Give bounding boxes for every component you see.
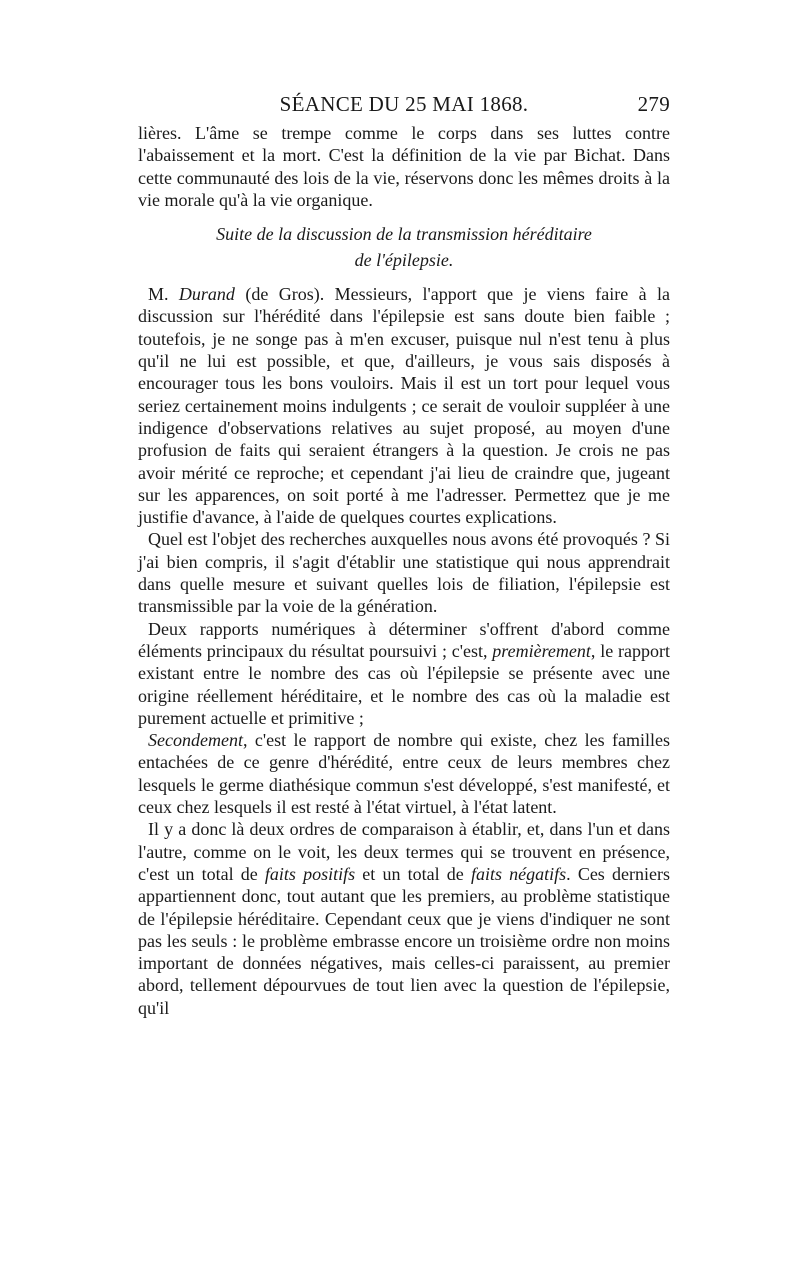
paragraph-question: Quel est l'objet des recherches auxquelles nous avons été provoqués ? Si j'ai bien compris, il s'agit d'établir une statistique qui nous apprendrait dans quelle mesure et suivant quelles lois de filiation, l'épilepsie est transmissible par la voie de la génération. (138, 529, 670, 617)
paragraph-comparison (138, 818, 670, 1019)
paragraph-text: , le rapport existant entre le nombre des cas où l'épilepsie se présente avec une origine réellement héréditaire, et le nombre des cas où la maladie est purement actuelle et primitive ; (138, 640, 670, 728)
paragraph-text: Deux rapports numériques à déterminer s'offrent d'abord comme éléments principaux du résultat poursuivi ; c'est, (138, 618, 670, 661)
document-page (138, 92, 670, 1019)
emphasis-faits-positifs: faits positifs (264, 863, 356, 884)
running-title: SÉANCE DU 25 MAI 1868. (279, 92, 529, 116)
speaker-name: Durand (178, 284, 235, 305)
running-header (138, 92, 670, 122)
paragraph-text: Messieurs, l'apport que je viens faire à la discussion sur l'hérédité dans l'épilepsie est sans doute bien faible ; toutefois, je ne songe pas à m'en excuser, puisque nul n'est tenu à plus qu'il ne lui est possible, et que, d'ailleurs, je vous sais disposés à encourager tous les bons vouloirs. Mais il est un tort pour lequel vous seriez certainement moins indulgents ; ce serait de vouloir suppléer à une indigence d'observations relatives au sujet proposé, au moyen d'une profusion de faits qui seraient étrangers à la question. Je crois ne pas avoir mérité ce reproche; et cependant j'ai lieu de craindre que, jugeant sur les apparences, on soit porté à me l'adresser. Permettez que je me justifie d'avance, à l'aide de quelques courtes explications. (138, 284, 670, 528)
section-heading-line-2: de l'épilepsie. (354, 250, 454, 271)
section-heading (138, 221, 670, 273)
paragraph-speech-opening (138, 283, 670, 528)
paragraph-text: et un total de (355, 863, 471, 884)
paragraph-text: , c'est le rapport de nombre qui existe, chez les familles entachées de ce genre d'hérédité, entre ceux de leurs membres chez lesquels le germe diathésique commun s'est développé, s'est manifesté, et ceux chez lesquels il est resté à l'état virtuel, à l'état latent. (138, 730, 670, 818)
paragraph-continuation: lières. L'âme se trempe comme le corps dans ses luttes contre l'abaissement et la mort. C'est la définition de la vie par Bichat. Dans cette communauté des lois de la vie, réservons donc les mêmes droits à la vie morale qu'à la vie organique. (138, 123, 670, 210)
speaker-suffix: (de Gros). (234, 284, 325, 305)
speaker-prefix: M. (148, 284, 169, 305)
section-heading-line-1: Suite de la discussion de la transmission héréditaire (216, 224, 592, 245)
emphasis-premierement: premièrement (492, 640, 591, 661)
emphasis-secondement: Secondement (148, 730, 243, 751)
body-text (138, 122, 670, 1019)
page-number: 279 (637, 92, 670, 116)
paragraph-second-ratio (138, 729, 670, 818)
paragraph-first-ratio (138, 618, 670, 729)
emphasis-faits-negatifs: faits négatifs (470, 863, 567, 884)
paragraph-text: . Ces derniers appartiennent donc, tout autant que les premiers, au problème statistique de l'épilepsie héréditaire. Cependant ceux que je viens d'indiquer ne sont pas les seuls : le problème embrasse encore un troisième ordre non moins important de données négatives, mais celles-ci paraissent, au premier abord, tellement dépourvues de tout lien avec la question de l'épilepsie, qu'il (138, 863, 670, 1018)
paragraph-text: Il y a donc là deux ordres de comparaison à établir, et, dans l'un et dans l'autre, comme on le voit, les deux termes qui se trouvent en présence, c'est un total de (138, 819, 670, 884)
